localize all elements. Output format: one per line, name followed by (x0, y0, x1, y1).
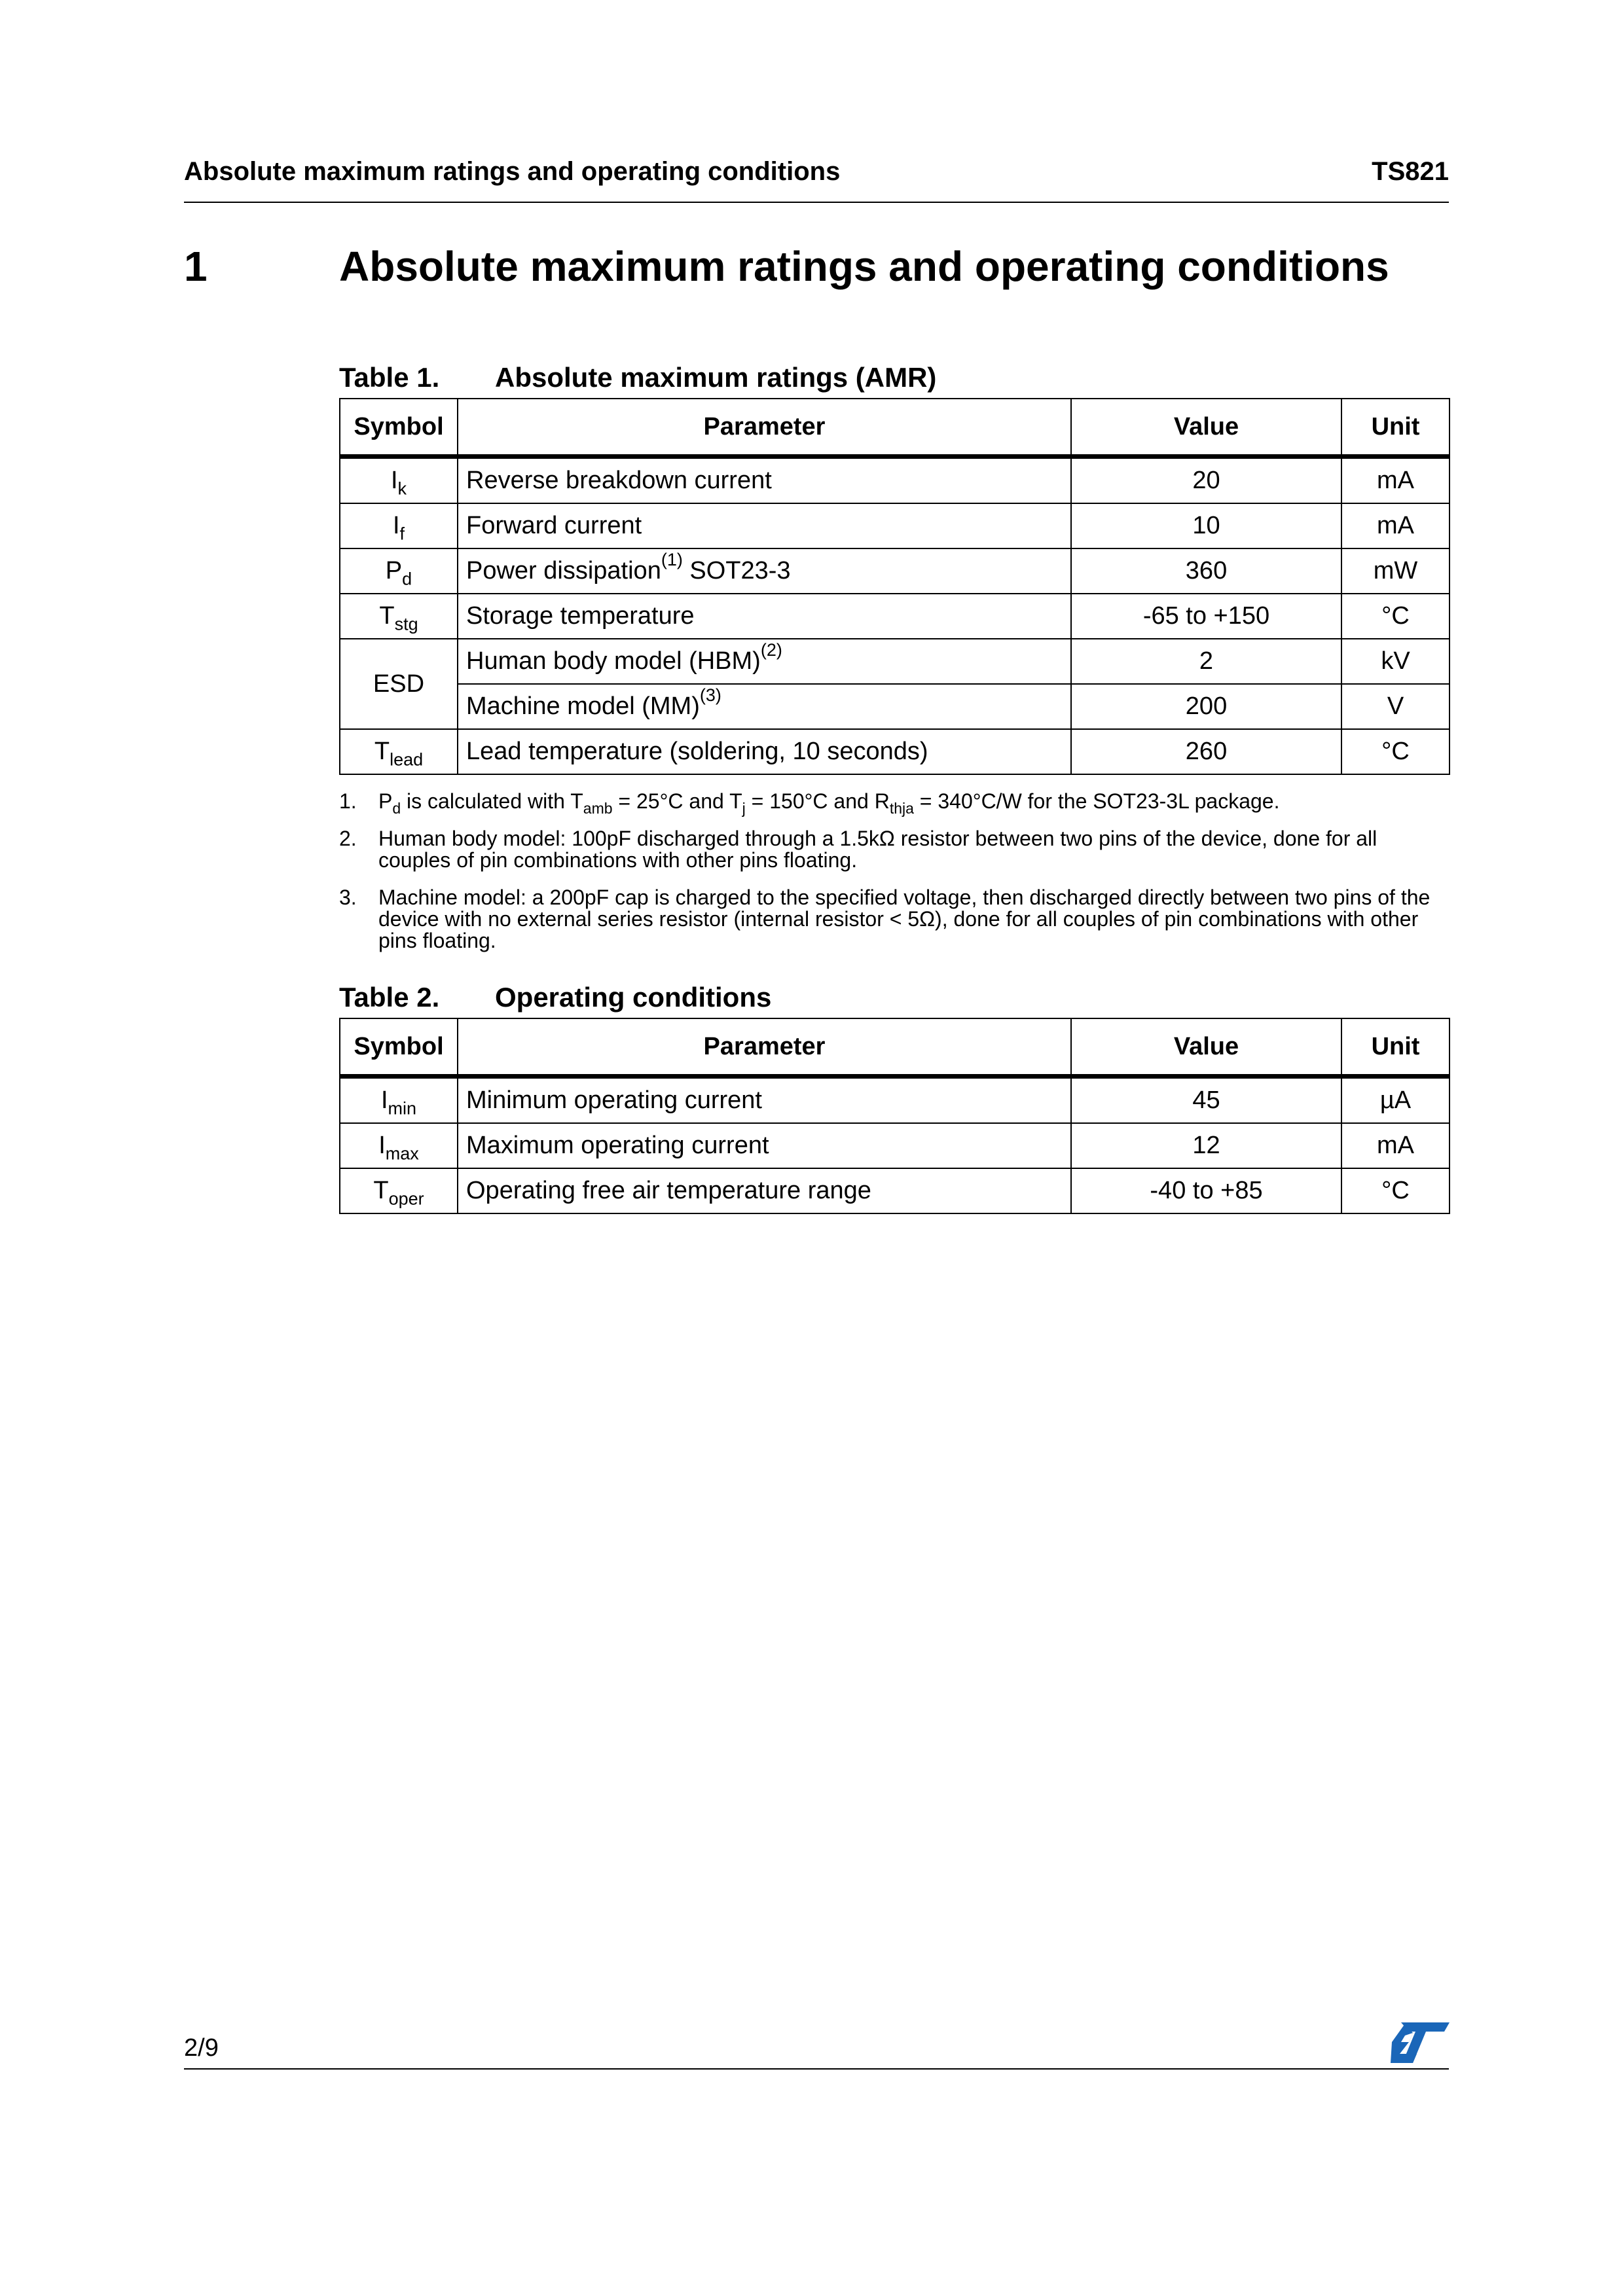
parameter-cell: Lead temperature (soldering, 10 seconds) (458, 729, 1071, 774)
footnote-number: 2. (339, 827, 357, 850)
table-row (340, 503, 1450, 548)
column-header-value: Value (1071, 399, 1341, 457)
footnote: 1. $P_d$ is calculated with $T_{amb} = 25^\circ C$ and $T_j = 150^\circ C$ and $R_{thja} = 340^\circ C/W$ for the SOT23-3L package. (339, 789, 1280, 817)
table2-caption (339, 982, 771, 1013)
running-header-title: Absolute maximum ratings and operating conditions (184, 157, 841, 186)
footnote-ref: (2) (760, 639, 782, 660)
unit-cell: °C (1341, 594, 1450, 639)
value-cell: -40 to +85 (1071, 1168, 1341, 1213)
parameter-cell: Minimum operating current (458, 1077, 1071, 1124)
table-row (340, 1168, 1450, 1213)
table2-title: Operating conditions (495, 982, 772, 1013)
column-header-symbol: Symbol (340, 1018, 458, 1077)
operating-conditions-table (339, 1018, 1450, 1214)
symbol-cell: $I_k$ (340, 457, 458, 504)
parameter-cell: Storage temperature (458, 594, 1071, 639)
unit-cell: °C (1341, 1168, 1450, 1213)
absolute-maximum-ratings-table (339, 398, 1450, 775)
table1-number: Table 1. (339, 362, 440, 393)
parameter-cell: Operating free air temperature range (458, 1168, 1071, 1213)
unit-cell: mA (1341, 457, 1450, 504)
parameter-cell: Forward current (458, 503, 1071, 548)
unit-cell: µA (1341, 1077, 1450, 1124)
value-cell: 20 (1071, 457, 1341, 504)
value-cell: 200 (1071, 684, 1341, 729)
column-header-unit: Unit (1341, 399, 1450, 457)
table1-title: Absolute maximum ratings (AMR) (495, 362, 937, 393)
value-cell: 260 (1071, 729, 1341, 774)
unit-cell: mA (1341, 503, 1450, 548)
section-title: Absolute maximum ratings and operating conditions (339, 243, 1389, 290)
table-header-row (340, 1018, 1450, 1077)
parameter-cell: Power dissipation$^{(1)}$ SOT23-3 (458, 548, 1071, 594)
footer-divider (184, 2068, 1449, 2070)
table-row (340, 729, 1450, 774)
column-header-parameter: Parameter (458, 399, 1071, 457)
table-row (340, 457, 1450, 504)
table-row (340, 1077, 1450, 1124)
table1-footnotes (339, 791, 1452, 967)
unit-cell: mW (1341, 548, 1450, 594)
column-header-unit: Unit (1341, 1018, 1450, 1077)
footnote-ref: (3) (699, 685, 721, 705)
table-row (340, 1123, 1450, 1168)
running-header-part-number: TS821 (1372, 157, 1449, 186)
value-cell: 2 (1071, 639, 1341, 684)
table1-caption (339, 362, 936, 393)
footnote (339, 828, 1452, 871)
table2-number: Table 2. (339, 982, 440, 1013)
table-row (340, 684, 1450, 729)
symbol-cell: $I_{max}$ (340, 1123, 458, 1168)
column-header-value: Value (1071, 1018, 1341, 1077)
value-cell: 360 (1071, 548, 1341, 594)
section-number: 1 (184, 243, 208, 290)
symbol-cell: $T_{oper}$ (340, 1168, 458, 1213)
value-cell: 10 (1071, 503, 1341, 548)
parameter-cell: Reverse breakdown current (458, 457, 1071, 504)
footnote-text: Machine model: a 200pF cap is charged to the specified voltage, then discharged directly between two pins of the device with no external series resistor (internal resistor < 5Ω), done for all couples of pin combinations with other pins floating. (378, 886, 1431, 952)
symbol-cell: $P_d$ (340, 548, 458, 594)
symbol-cell: ESD (340, 639, 458, 729)
value-cell: -65 to +150 (1071, 594, 1341, 639)
symbol-cell: $I_f$ (340, 503, 458, 548)
parameter-cell: Maximum operating current (458, 1123, 1071, 1168)
page-number: 2/9 (184, 2034, 219, 2062)
parameter-cell: Human body model (HBM)$^{(2)}$ (458, 639, 1071, 684)
unit-cell: mA (1341, 1123, 1450, 1168)
table-row (340, 594, 1450, 639)
footnote (339, 887, 1452, 952)
table-row (340, 548, 1450, 594)
footnote-text: Human body model: 100pF discharged through a 1.5kΩ resistor between two pins of the device, done for all couples of pin combinations with other pins floating. (378, 827, 1377, 872)
table-header-row (340, 399, 1450, 457)
unit-cell: V (1341, 684, 1450, 729)
symbol-cell: $T_{stg}$ (340, 594, 458, 639)
parameter-cell: Machine model (MM)$^{(3)}$ (458, 684, 1071, 729)
column-header-symbol: Symbol (340, 399, 458, 457)
st-logo-icon (1387, 2022, 1450, 2063)
value-cell: 12 (1071, 1123, 1341, 1168)
footnote-number: 1. (339, 789, 357, 813)
footnote-ref: (1) (661, 549, 683, 569)
value-cell: 45 (1071, 1077, 1341, 1124)
header-divider (184, 202, 1449, 203)
unit-cell: °C (1341, 729, 1450, 774)
symbol-cell: $T_{lead}$ (340, 729, 458, 774)
table-row (340, 639, 1450, 684)
footnote-number: 3. (339, 886, 357, 909)
symbol-cell: $I_{min}$ (340, 1077, 458, 1124)
column-header-parameter: Parameter (458, 1018, 1071, 1077)
unit-cell: kV (1341, 639, 1450, 684)
